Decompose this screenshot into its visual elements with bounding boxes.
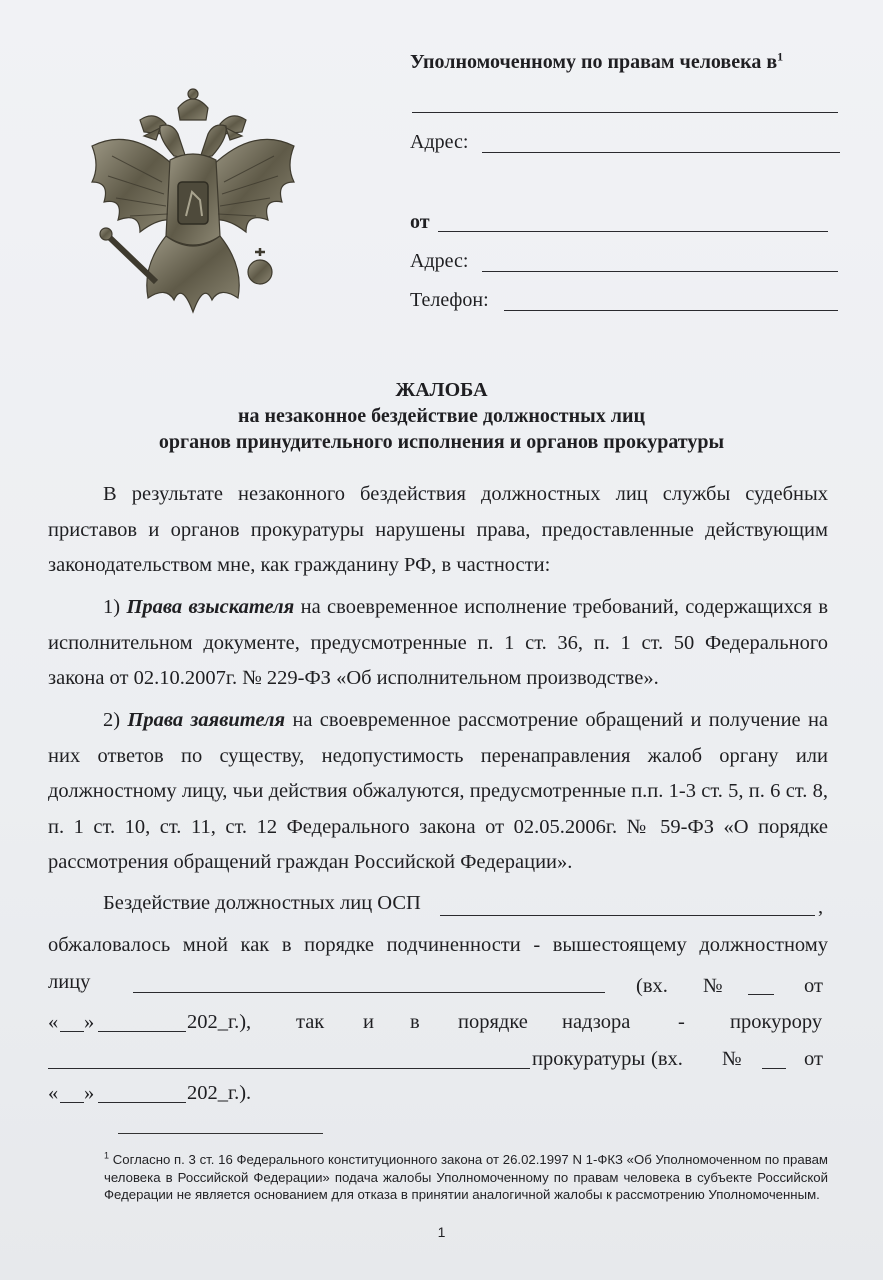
document-title: ЖАЛОБА [395,379,488,401]
recipient-blank-line [412,112,838,113]
number-blank-2 [762,1068,786,1069]
vx-label-2: (вх. [651,1048,683,1070]
number-sign-2: № [722,1048,742,1070]
official-blank-line [133,992,605,993]
item-2-bold: Права заявителя [127,709,286,731]
footnote-text: Согласно п. 3 ст. 16 Федерального конституционного закона от 26.02.1997 N 1-ФКЗ «Об Уполномоченном по правам человека в Российской Федерации» подача жалобы Уполномоченному по правам человека в субъекте Российской Федерации не является основанием для отказа в принятии аналогичной жалобы к рассмотрению Уполномоченным. [104,1152,828,1202]
footnote-number: 1 [104,1150,110,1161]
prosecutor-blank-line [48,1068,530,1069]
recipient-address-label: Адрес: [410,131,469,153]
date-quote-open-2: « [48,1082,59,1104]
recipient-heading: Уполномоченному по правам человека $в^1$ [410,49,784,73]
from-label: от [410,211,430,233]
recipient-address-line [482,152,840,153]
footnote [104,1151,828,1204]
date-quote-open-1: « [48,1011,59,1033]
supervision-word-2: и [363,1011,374,1033]
date-day-blank-1 [60,1031,84,1032]
date-quote-close-1: » [84,1011,95,1033]
date-day-blank-2 [60,1102,84,1103]
coat-of-arms-icon [82,86,304,326]
sender-address-label: Адрес: [410,250,469,272]
date-month-blank-1 [98,1031,186,1032]
document-subtitle-2: органов принудительного исполнения и органов прокуратуры [158,431,725,453]
supervision-word-7: прокурору [730,1011,823,1033]
number-sign-1: № [703,975,723,997]
inaction-comma: , [818,896,824,918]
item-1-bold: Права взыскателя [126,596,295,618]
item-2-paragraph: 2) Права заявителя на своевременное рассмотрение обращений и получение на них ответов по существу, недопустимость перенаправления жалоб органу или должностному лицу, чьи действия обжалуются, предусмотренные п.п. 1-3 ст. 5, п. 6 ст. 8, п. 1 ст. 10, ст. 11, ст. 12 Федерального закона от 02.05.2006г. № 59-ФЗ «О порядке рассмотрения обращений граждан Российской Федерации». [48,709,829,873]
supervision-word-1: так [296,1011,325,1033]
item-1-paragraph: 1) Права взыскателя на своевременное исполнение требований, содержащихся в исполнительном документе, предусмотренные п. 1 ст. 36, п. 1 ст. 50 Федерального закона от 02.10.2007г. № 229-ФЗ «Об исполнительном производстве». [48,596,828,689]
prosecutor-office: прокуратуры [532,1048,646,1070]
supervision-word-5: надзора [562,1011,631,1033]
osp-blank-line [440,915,815,916]
intro-paragraph: В результате незаконного бездействия должностных лиц службы судебных приставов и органов прокуратуры нарушены права, предоставленные действующим законодательством мне, как гражданину РФ, в частности: [48,483,828,576]
footnote-mark: 1 [777,49,784,64]
year-2: 202_г.). [187,1082,252,1104]
supervision-word-6: - [678,1011,685,1033]
year-1: 202_г.), [187,1011,252,1033]
vx-label-1: (вх. [636,975,668,997]
number-blank-1 [748,994,774,995]
sender-address-line [482,271,838,272]
inaction-text: Бездействие должностных лиц ОСП [103,892,421,914]
footnote-separator [118,1133,323,1134]
page-number: 1 [437,1224,446,1240]
appealed-text: обжаловалось мной как в порядке подчиненности - вышестоящему должностному [48,934,828,956]
official-word: лицу [48,971,91,993]
phone-label: Телефон: [410,289,489,311]
date-month-blank-2 [98,1102,186,1103]
supervision-word-4: порядке [458,1011,528,1033]
phone-line [504,310,838,311]
from-word-2: от [804,1048,823,1070]
document-subtitle-1: на незаконное бездействие должностных лиц [237,405,646,427]
supervision-word-3: в [410,1011,420,1033]
from-word-1: от [804,975,823,997]
date-quote-close-2: » [84,1082,95,1104]
from-line [438,231,828,232]
